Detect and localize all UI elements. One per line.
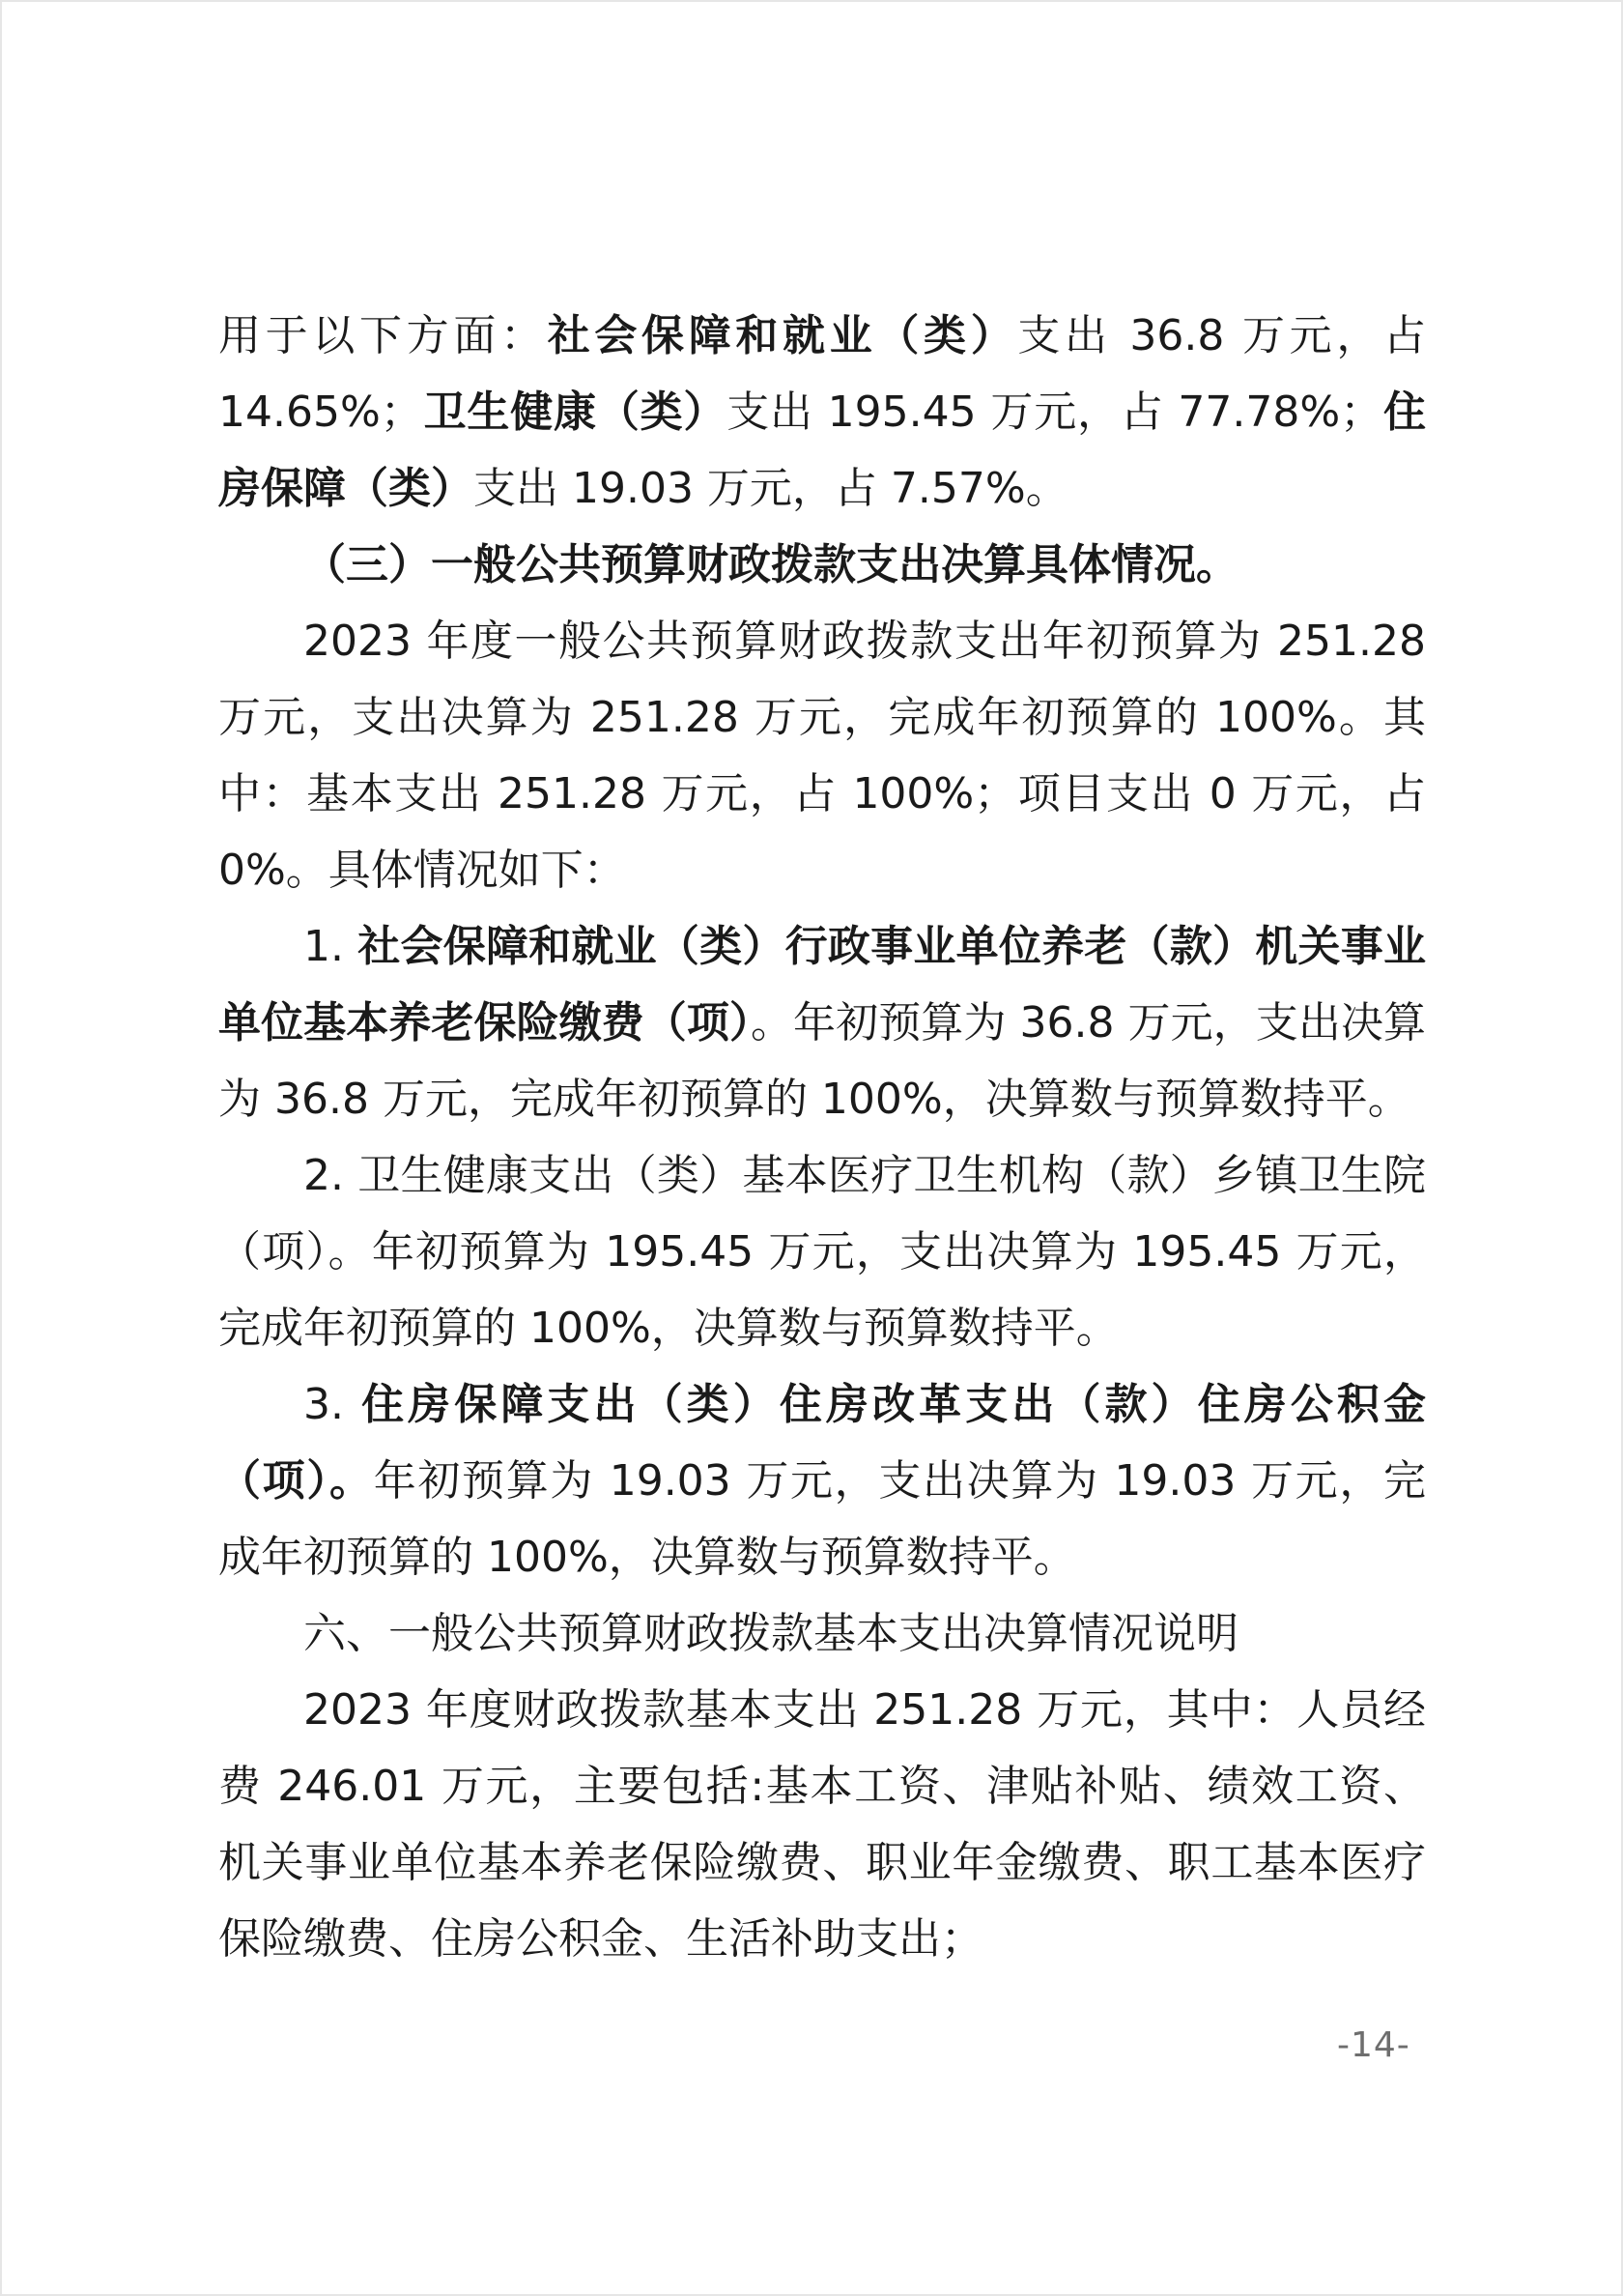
paragraph-budget-summary: 2023 年度一般公共预算财政拨款支出年初预算为 251.28 万元，支出决算为 251.28 万元，完成年初预算的 100%。其中：基本支出 251.28 万元，占 100%；项目支出 0 万元，占 0%。具体情况如下： bbox=[218, 617, 1426, 895]
paragraph-expenditure-areas bbox=[218, 298, 1426, 527]
list-item-3 bbox=[218, 1366, 1426, 1595]
bold-category-housing: 住房保障（类） bbox=[218, 387, 1427, 513]
list-item-title: 住房保障支出（类）住房改革支出（款）住房公积金（项）。 bbox=[218, 1380, 1427, 1506]
page-number: -14- bbox=[1337, 2025, 1410, 2065]
document-body bbox=[218, 298, 1426, 1977]
list-item-2: 2. 卫生健康支出（类）基本医疗卫生机构（款）乡镇卫生院（项）。年初预算为 195.45 万元，支出决算为 195.45 万元，完成年初预算的 100%，决算数与预算数持平。 bbox=[218, 1151, 1426, 1353]
list-item-number: 1. bbox=[303, 922, 358, 971]
section-heading-6: 六、一般公共预算财政拨款基本支出决算情况说明 bbox=[303, 1609, 1239, 1658]
bold-category-health: 卫生健康（类） bbox=[422, 387, 727, 437]
text-segment: 支出 19.03 万元，占 7.57%。 bbox=[473, 464, 1068, 513]
list-item-text: 。年初预算为 36.8 万元，支出决算为 36.8 万元，完成年初预算的 100%，决算数与预算数持平。 bbox=[218, 998, 1426, 1124]
paragraph-basic-expenditure: 2023 年度财政拨款基本支出 251.28 万元，其中：人员经费 246.01 万元，主要包括:基本工资、津贴补贴、绩效工资、机关事业单位基本养老保险缴费、职业年金缴费、职工基本医疗保险缴费、住房公积金、生活补助支出； bbox=[218, 1685, 1426, 1964]
text-segment: 支出 195.45 万元，占 77.78%； bbox=[726, 387, 1383, 437]
text-segment: 支出 36.8 万元，占 14.65%； bbox=[218, 311, 1426, 437]
section-heading-3: （三）一般公共预算财政拨款支出决算具体情况。 bbox=[303, 540, 1239, 589]
list-item-1 bbox=[218, 908, 1426, 1137]
list-item-number: 3. bbox=[303, 1380, 362, 1429]
bold-category-social-security: 社会保障和就业（类） bbox=[547, 311, 1018, 360]
list-item-title: 社会保障和就业（类）行政事业单位养老（款）机关事业单位基本养老保险缴费（项） bbox=[218, 922, 1427, 1048]
text-segment: 用于以下方面： bbox=[218, 311, 548, 360]
list-item-text: 年初预算为 19.03 万元，支出决算为 19.03 万元，完成年初预算的 100%，决算数与预算数持平。 bbox=[218, 1456, 1426, 1582]
